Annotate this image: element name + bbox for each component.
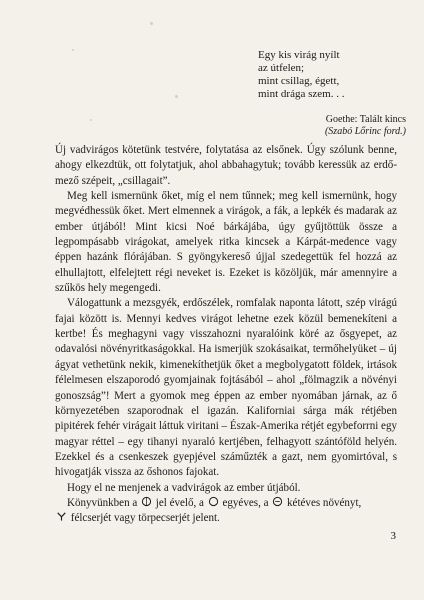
- paper-speck: [90, 119, 92, 121]
- paper-speck: [150, 22, 153, 25]
- annual-icon: [208, 496, 219, 507]
- legend-perennial-text: jel évelő, a: [155, 496, 204, 509]
- paragraph: Új vadvirágos kötetünk testvére, folytatása az elsőnek. Úgy szólunk benne, ahogy elkezdtük, ott folytatjuk, ahol abbahagytuk; tovább keressük az erdő-mező szépeit, „csillagait”.: [55, 144, 397, 187]
- epigraph-translator: (Szabó Lőrinc ford.): [324, 126, 406, 137]
- paragraph: Hogy el ne menjenek a vadvirágok az ember útjából.: [67, 481, 301, 494]
- legend-annual-text: egyéves, a: [222, 496, 269, 509]
- perennial-icon: [141, 496, 152, 507]
- biennial-icon: [272, 496, 283, 507]
- introduction-text: [55, 143, 397, 527]
- epigraph-attribution: [274, 114, 406, 138]
- epigraph-source: Goethe: Talált kincs: [325, 114, 406, 125]
- legend-paragraph: [55, 496, 397, 527]
- epigraph-line: mint csillag, égett,: [258, 75, 340, 87]
- shrub-icon: [56, 511, 67, 522]
- paper-speck: [175, 95, 178, 98]
- legend-intro: Könyvünkben a: [67, 496, 138, 509]
- epigraph-line: Egy kis virág nyílt: [258, 49, 340, 61]
- legend-biennial-text: kétéves növényt,: [287, 496, 362, 509]
- epigraph-line: az útfelen;: [258, 62, 305, 74]
- epigraph-line: mint drága szem. . .: [258, 88, 345, 100]
- epigraph: [258, 49, 408, 101]
- page-number: 3: [390, 530, 396, 542]
- paragraph: Válogattunk a mezsgyék, erdőszélek, romfalak naponta látott, szép virágú fajai között is. Mennyi kedves virágot lehetne ezek közül bemenekíteni a kertbe! És meghagyni vagy visszahozni nyaralóink köré az ősgyepet, az odavalósi növényritkaságokkal. Ha ismerjük szokásaikat, termőhelyüket – új ágyat vethetünk nekik, kimenekíthetjük őket a megbolygatott földek, irtások félelmesen elszaporodó gyomjainak fojtásából – ahol „fölmagzik a növényi gonoszság”! Mert a gyomok meg éppen az ember nyomában járnak, az ő környezetében szaporodnak el igazán. Kaliforniai sárga mák rétjében pipitérek fehér virágait láttuk viritani – Észak-Amerika rétjét egybeforrni egy magyar réttel – egy tihanyi nyaraló kertjében, felhagyott szántóföld helyén. Ezekkel és a csenkeszek gyepjével száműzték a gazt, nem gyomirtóval, s hivogatják vissza az őshonos fajokat.: [55, 297, 398, 479]
- paper-speck: [72, 49, 74, 51]
- paragraph: Meg kell ismernünk őket, míg el nem tűnnek; meg kell ismernünk, hogy megvédhessük őket. Mert elmennek a virágok, a fák, a lepkék és madarak az ember útjából! Mint kicsi Noé bárkájába, úgy gyűjtöttük össze a legpompásabb virágokat, amelyek ritka kincsek a Kárpát-medence vagy éppen hazánk flórájában. S gyöngykereső újjal szedegettük fel hozzá az elhullajtott, elfelejtett régi neveket is. Ezeket is közöljük, már amennyire a szűkös hely megengedi.: [55, 190, 397, 295]
- legend-shrub-text: félcserjét vagy törpecserjét jelent.: [70, 512, 220, 525]
